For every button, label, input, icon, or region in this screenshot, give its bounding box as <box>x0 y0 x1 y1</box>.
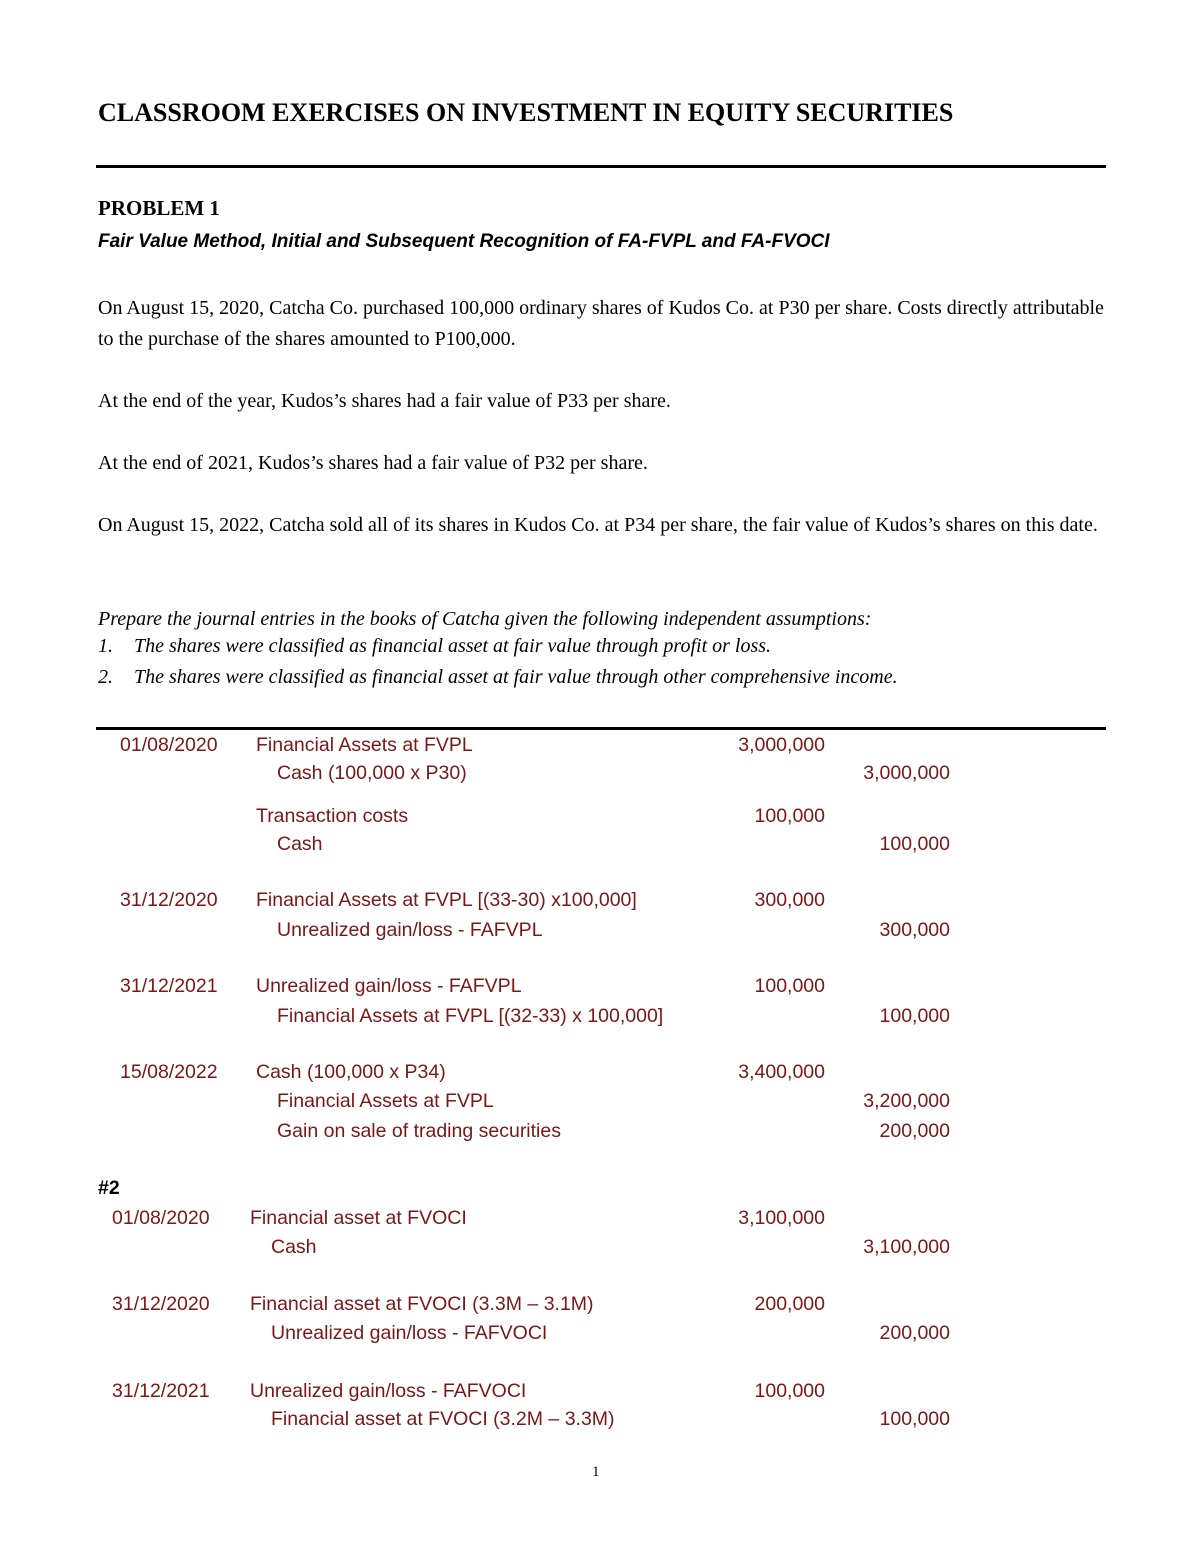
credit-amount: 200,000 <box>879 1322 950 1344</box>
page-number: 1 <box>592 1464 600 1480</box>
problem-paragraph: On August 15, 2022, Catcha sold all of its shares in Kudos Co. at P34 per share, the fair value of Kudos’s shares on this date. <box>98 514 1098 536</box>
debit-amount: 3,000,000 <box>738 734 825 756</box>
debit-account: Unrealized gain/loss - FAFVPL <box>256 975 522 997</box>
credit-account: Financial asset at FVOCI (3.2M – 3.3M) <box>271 1408 615 1430</box>
assumption-number: 2. <box>98 666 113 688</box>
entry-date: 01/08/2020 <box>120 734 218 756</box>
credit-account: Unrealized gain/loss - FAFVPL <box>277 919 543 941</box>
problem-paragraph: On August 15, 2020, Catcha Co. purchased 100,000 ordinary shares of Kudos Co. at P30 per share. Costs directly attributable to the purchase of the shares amounted to P100,000. <box>98 297 1104 350</box>
credit-amount: 100,000 <box>879 1005 950 1027</box>
problem-paragraph: At the end of the year, Kudos’s shares had a fair value of P33 per share. <box>98 390 671 412</box>
debit-account: Financial Assets at FVPL <box>256 734 473 756</box>
debit-account: Transaction costs <box>256 805 409 827</box>
debit-account: Cash (100,000 x P34) <box>256 1061 446 1083</box>
debit-amount: 100,000 <box>754 975 825 997</box>
debit-account: Financial asset at FVOCI (3.3M – 3.1M) <box>250 1293 594 1315</box>
credit-amount: 3,100,000 <box>863 1236 950 1258</box>
credit-amount: 100,000 <box>879 833 950 855</box>
entry-date: 31/12/2020 <box>120 889 218 911</box>
entry-date: 15/08/2022 <box>120 1061 218 1083</box>
credit-account: Financial Assets at FVPL <box>277 1090 494 1112</box>
entry-date: 31/12/2021 <box>112 1380 210 1402</box>
credit-amount: 200,000 <box>879 1120 950 1142</box>
entry-date: 01/08/2020 <box>112 1207 210 1229</box>
debit-account: Financial Assets at FVPL [(33-30) x100,000] <box>256 889 637 911</box>
assumption-number: 1. <box>98 635 113 657</box>
debit-amount: 100,000 <box>754 805 825 827</box>
problem-subtitle: Fair Value Method, Initial and Subsequent Recognition of FA-FVPL and FA-FVOCI <box>98 231 830 252</box>
credit-account: Cash (100,000 x P30) <box>277 762 467 784</box>
document-title: CLASSROOM EXERCISES ON INVESTMENT IN EQUITY SECURITIES <box>98 98 954 127</box>
credit-account: Financial Assets at FVPL [(32-33) x 100,000] <box>277 1005 664 1027</box>
title-divider <box>96 165 1106 168</box>
debit-amount: 3,100,000 <box>738 1207 825 1229</box>
debit-amount: 3,400,000 <box>738 1061 825 1083</box>
entry-date: 31/12/2020 <box>112 1293 210 1315</box>
section-2-label: #2 <box>98 1177 120 1199</box>
debit-account: Unrealized gain/loss - FAFVOCI <box>250 1380 527 1402</box>
assumption-text: The shares were classified as financial asset at fair value through other comprehensive income. <box>134 666 898 688</box>
assumption-item <box>98 635 771 658</box>
credit-amount: 300,000 <box>879 919 950 941</box>
credit-amount: 100,000 <box>879 1408 950 1430</box>
section-divider <box>96 727 1106 730</box>
credit-account: Unrealized gain/loss - FAFVOCI <box>271 1322 548 1344</box>
entry-date: 31/12/2021 <box>120 975 218 997</box>
credit-account: Gain on sale of trading securities <box>277 1120 561 1142</box>
problem-paragraph: At the end of 2021, Kudos’s shares had a fair value of P32 per share. <box>98 452 648 474</box>
problem-label: PROBLEM 1 <box>98 196 220 220</box>
debit-amount: 200,000 <box>754 1293 825 1315</box>
assumption-text: The shares were classified as financial asset at fair value through profit or loss. <box>134 635 772 657</box>
credit-amount: 3,000,000 <box>863 762 950 784</box>
debit-amount: 100,000 <box>754 1380 825 1402</box>
instruction-text: Prepare the journal entries in the books of Catcha given the following independent assumptions: <box>98 608 872 630</box>
debit-amount: 300,000 <box>754 889 825 911</box>
credit-account: Cash <box>277 833 323 855</box>
credit-amount: 3,200,000 <box>863 1090 950 1112</box>
assumption-item <box>98 666 898 689</box>
debit-account: Financial asset at FVOCI <box>250 1207 467 1229</box>
credit-account: Cash <box>271 1236 317 1258</box>
